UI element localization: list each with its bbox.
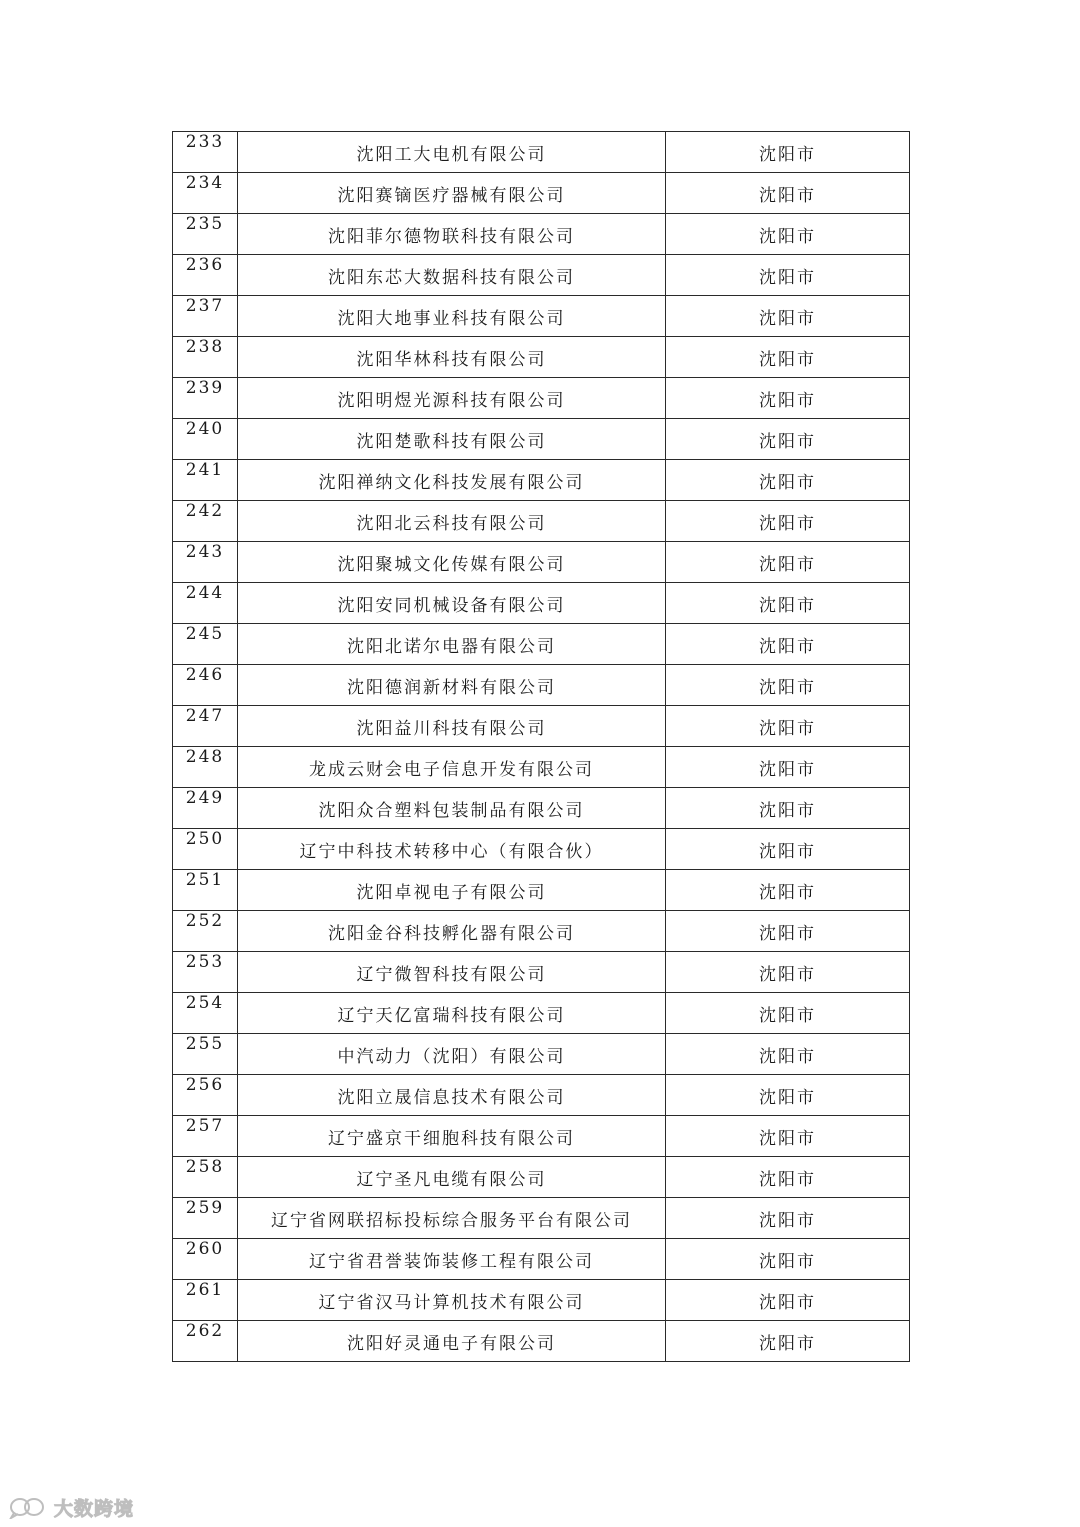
city-name: 沈阳市 (666, 993, 910, 1034)
row-number: 255 (173, 1034, 238, 1075)
row-number: 235 (173, 214, 238, 255)
row-number: 240 (173, 419, 238, 460)
row-number: 241 (173, 460, 238, 501)
table-row (173, 624, 910, 665)
row-number: 254 (173, 993, 238, 1034)
table-row (173, 132, 910, 173)
table-row (173, 1034, 910, 1075)
city-name: 沈阳市 (666, 1280, 910, 1321)
table-row (173, 665, 910, 706)
city-name: 沈阳市 (666, 460, 910, 501)
row-number: 252 (173, 911, 238, 952)
table-body (173, 132, 910, 1362)
city-name: 沈阳市 (666, 255, 910, 296)
row-number: 244 (173, 583, 238, 624)
company-name: 辽宁中科技术转移中心（有限合伙） (238, 829, 666, 870)
company-name: 沈阳立晟信息技术有限公司 (238, 1075, 666, 1116)
city-name: 沈阳市 (666, 132, 910, 173)
city-name: 沈阳市 (666, 911, 910, 952)
table-row (173, 1198, 910, 1239)
company-name: 沈阳德润新材料有限公司 (238, 665, 666, 706)
row-number: 261 (173, 1280, 238, 1321)
row-number: 249 (173, 788, 238, 829)
city-name: 沈阳市 (666, 1198, 910, 1239)
company-name: 辽宁天亿富瑞科技有限公司 (238, 993, 666, 1034)
row-number: 251 (173, 870, 238, 911)
table-row (173, 1321, 910, 1362)
company-name: 沈阳工大电机有限公司 (238, 132, 666, 173)
company-name: 中汽动力（沈阳）有限公司 (238, 1034, 666, 1075)
row-number: 234 (173, 173, 238, 214)
city-name: 沈阳市 (666, 378, 910, 419)
city-name: 沈阳市 (666, 870, 910, 911)
row-number: 260 (173, 1239, 238, 1280)
table-row (173, 993, 910, 1034)
company-name: 沈阳卓视电子有限公司 (238, 870, 666, 911)
row-number: 239 (173, 378, 238, 419)
table-row (173, 952, 910, 993)
company-name: 沈阳明煜光源科技有限公司 (238, 378, 666, 419)
row-number: 250 (173, 829, 238, 870)
row-number: 247 (173, 706, 238, 747)
row-number: 233 (173, 132, 238, 173)
company-name: 沈阳禅纳文化科技发展有限公司 (238, 460, 666, 501)
row-number: 262 (173, 1321, 238, 1362)
city-name: 沈阳市 (666, 214, 910, 255)
table-row (173, 747, 910, 788)
city-name: 沈阳市 (666, 296, 910, 337)
city-name: 沈阳市 (666, 788, 910, 829)
city-name: 沈阳市 (666, 1239, 910, 1280)
table-row (173, 255, 910, 296)
table-row (173, 1239, 910, 1280)
table-row (173, 460, 910, 501)
city-name: 沈阳市 (666, 337, 910, 378)
city-name: 沈阳市 (666, 419, 910, 460)
row-number: 238 (173, 337, 238, 378)
table-row (173, 870, 910, 911)
watermark-text: 大数跨境 (54, 1497, 135, 1520)
row-number: 246 (173, 665, 238, 706)
company-name: 辽宁省汉马计算机技术有限公司 (238, 1280, 666, 1321)
row-number: 243 (173, 542, 238, 583)
city-name: 沈阳市 (666, 1116, 910, 1157)
table-row (173, 1280, 910, 1321)
company-list-table (172, 131, 910, 1362)
city-name: 沈阳市 (666, 747, 910, 788)
table-row (173, 337, 910, 378)
table-row (173, 829, 910, 870)
city-name: 沈阳市 (666, 173, 910, 214)
city-name: 沈阳市 (666, 952, 910, 993)
city-name: 沈阳市 (666, 501, 910, 542)
company-name: 沈阳东芯大数据科技有限公司 (238, 255, 666, 296)
table-row (173, 173, 910, 214)
company-name: 沈阳赛镝医疗器械有限公司 (238, 173, 666, 214)
city-name: 沈阳市 (666, 583, 910, 624)
company-name: 辽宁盛京干细胞科技有限公司 (238, 1116, 666, 1157)
company-name: 沈阳北云科技有限公司 (238, 501, 666, 542)
company-name: 辽宁省网联招标投标综合服务平台有限公司 (238, 1198, 666, 1239)
city-name: 沈阳市 (666, 624, 910, 665)
table-row (173, 419, 910, 460)
company-name: 龙成云财会电子信息开发有限公司 (238, 747, 666, 788)
row-number: 259 (173, 1198, 238, 1239)
city-name: 沈阳市 (666, 542, 910, 583)
row-number: 253 (173, 952, 238, 993)
city-name: 沈阳市 (666, 665, 910, 706)
row-number: 248 (173, 747, 238, 788)
row-number: 236 (173, 255, 238, 296)
company-name: 辽宁微智科技有限公司 (238, 952, 666, 993)
city-name: 沈阳市 (666, 1321, 910, 1362)
table-row (173, 706, 910, 747)
company-name: 沈阳大地事业科技有限公司 (238, 296, 666, 337)
chat-bubble-logo-icon (8, 1495, 48, 1519)
row-number: 245 (173, 624, 238, 665)
table-row (173, 378, 910, 419)
table-row (173, 1157, 910, 1198)
watermark (8, 1492, 134, 1522)
table-row (173, 788, 910, 829)
company-name: 沈阳华林科技有限公司 (238, 337, 666, 378)
table-row (173, 542, 910, 583)
company-name: 沈阳益川科技有限公司 (238, 706, 666, 747)
row-number: 258 (173, 1157, 238, 1198)
city-name: 沈阳市 (666, 1157, 910, 1198)
table-row (173, 296, 910, 337)
company-name: 沈阳菲尔德物联科技有限公司 (238, 214, 666, 255)
company-name: 沈阳金谷科技孵化器有限公司 (238, 911, 666, 952)
row-number: 256 (173, 1075, 238, 1116)
row-number: 237 (173, 296, 238, 337)
table-row (173, 911, 910, 952)
row-number: 242 (173, 501, 238, 542)
city-name: 沈阳市 (666, 1075, 910, 1116)
table-row (173, 583, 910, 624)
company-name: 辽宁圣凡电缆有限公司 (238, 1157, 666, 1198)
table-row (173, 214, 910, 255)
table-row (173, 1075, 910, 1116)
table-row (173, 501, 910, 542)
company-name: 辽宁省君誉装饰装修工程有限公司 (238, 1239, 666, 1280)
row-number: 257 (173, 1116, 238, 1157)
city-name: 沈阳市 (666, 706, 910, 747)
company-name: 沈阳楚歌科技有限公司 (238, 419, 666, 460)
company-name: 沈阳北诺尔电器有限公司 (238, 624, 666, 665)
city-name: 沈阳市 (666, 829, 910, 870)
table-row (173, 1116, 910, 1157)
company-name: 沈阳众合塑料包装制品有限公司 (238, 788, 666, 829)
company-name: 沈阳聚城文化传媒有限公司 (238, 542, 666, 583)
city-name: 沈阳市 (666, 1034, 910, 1075)
company-name: 沈阳安同机械设备有限公司 (238, 583, 666, 624)
company-name: 沈阳好灵通电子有限公司 (238, 1321, 666, 1362)
